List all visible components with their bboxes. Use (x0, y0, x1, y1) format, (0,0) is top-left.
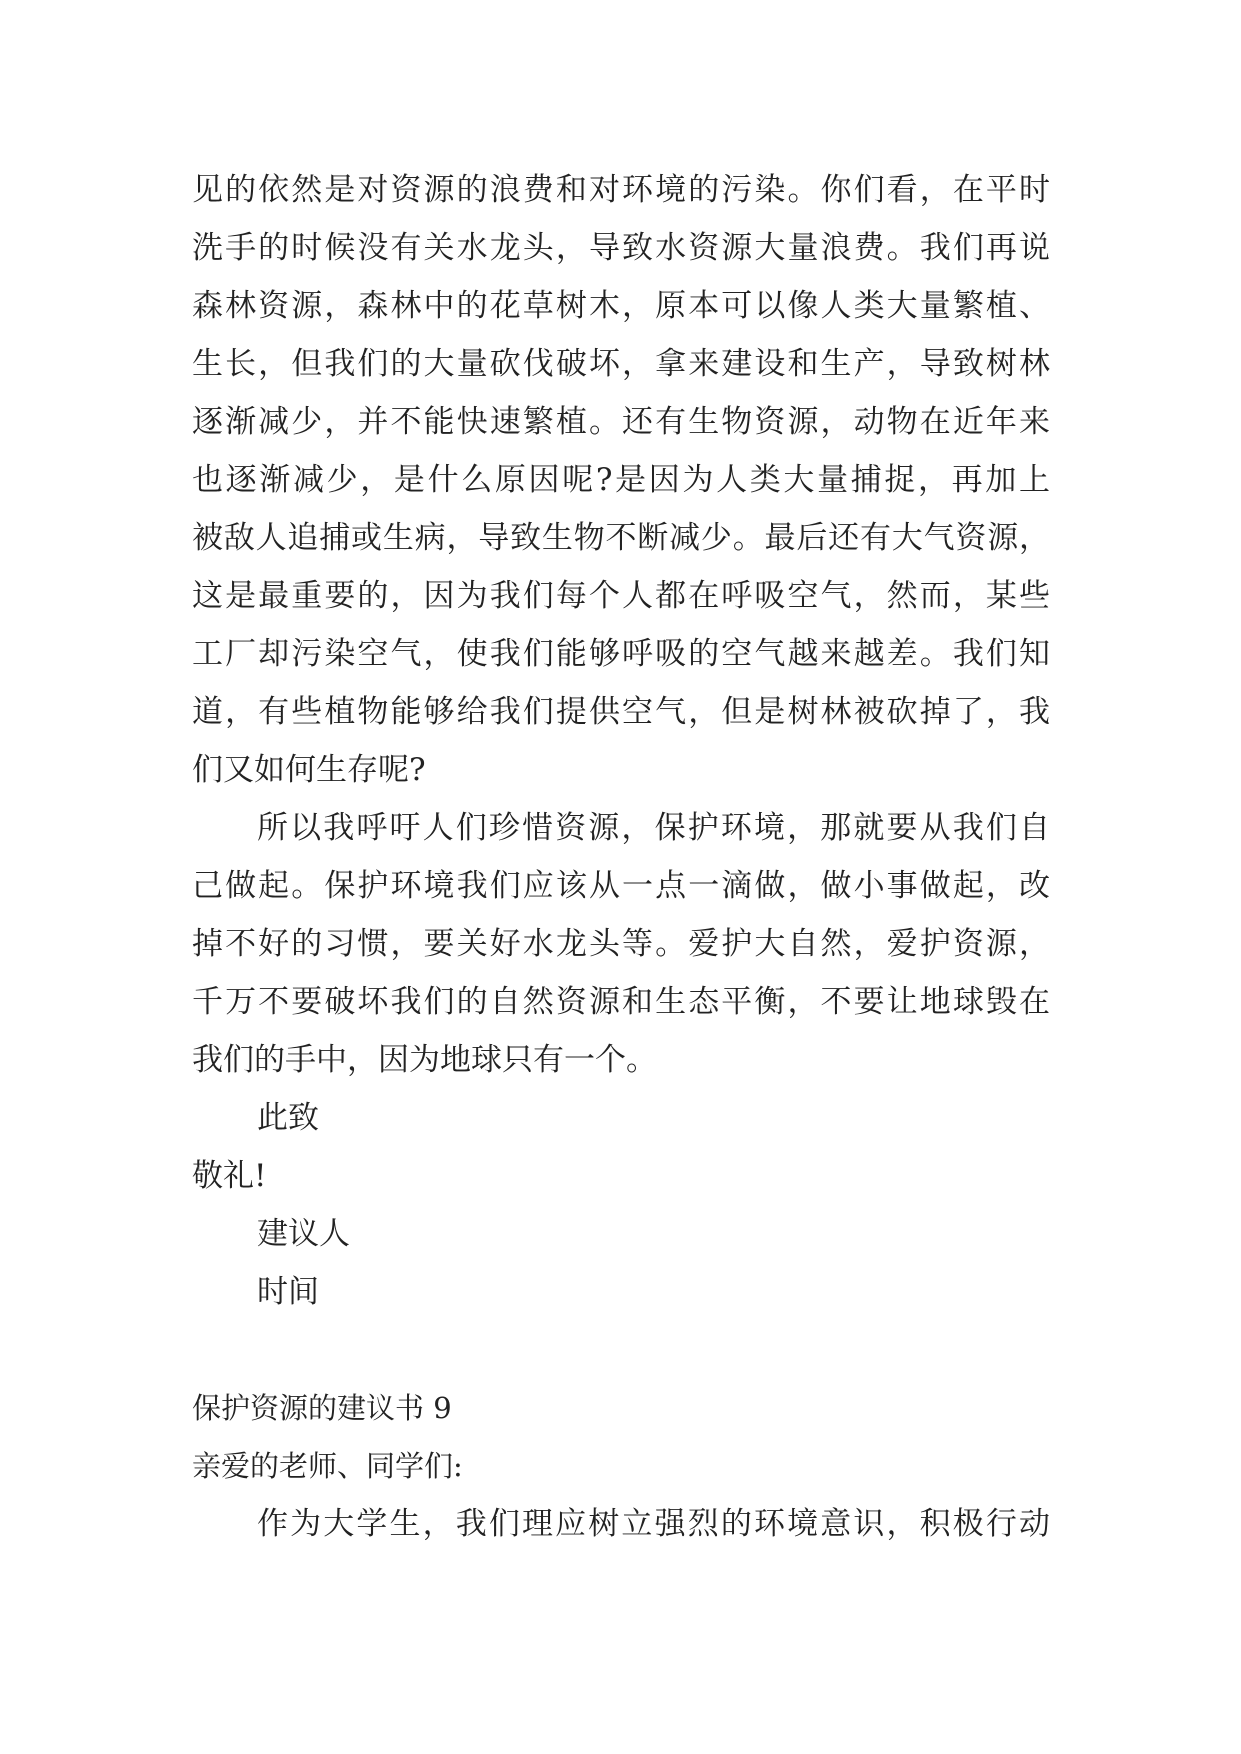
signature-date: 时间 (257, 1274, 319, 1310)
text-line: 千万不要破坏我们的自然资源和生态平衡，不要让地球毁在 (192, 984, 1050, 1020)
text-line: 这是最重要的，因为我们每个人都在呼吸空气，然而，某些 (192, 578, 1050, 614)
text-line: 们又如何生存呢? (192, 752, 426, 788)
text-line: 道，有些植物能够给我们提供空气，但是树林被砍掉了，我 (192, 694, 1050, 730)
signature-proposer: 建议人 (257, 1216, 350, 1252)
paragraph-first-line: 作为大学生，我们理应树立强烈的环境意识，积极行动 (257, 1506, 1050, 1542)
text-line: 见的依然是对资源的浪费和对环境的污染。你们看，在平时 (192, 172, 1050, 208)
text-line: 也逐渐减少，是什么原因呢?是因为人类大量捕捉，再加上 (192, 462, 1050, 498)
closing-salutation: 此致 (257, 1100, 319, 1136)
paragraph-first-line: 所以我呼吁人们珍惜资源，保护环境，那就要从我们自 (257, 810, 1050, 846)
section-title: 保护资源的建议书 9 (192, 1391, 452, 1425)
text-line: 掉不好的习惯，要关好水龙头等。爱护大自然，爱护资源， (192, 926, 1050, 962)
text-line: 洗手的时候没有关水龙头，导致水资源大量浪费。我们再说 (192, 230, 1050, 266)
greeting: 亲爱的老师、同学们: (192, 1449, 463, 1483)
text-line: 我们的手中，因为地球只有一个。 (192, 1042, 657, 1078)
text-line: 己做起。保护环境我们应该从一点一滴做，做小事做起，改 (192, 868, 1050, 904)
text-line: 被敌人追捕或生病，导致生物不断减少。最后还有大气资源， (192, 520, 1050, 556)
text-line: 生长，但我们的大量砍伐破坏，拿来建设和生产，导致树林 (192, 346, 1050, 382)
closing-regards: 敬礼! (192, 1158, 267, 1194)
text-line: 逐渐减少，并不能快速繁植。还有生物资源，动物在近年来 (192, 404, 1050, 440)
text-line: 工厂却污染空气，使我们能够呼吸的空气越来越差。我们知 (192, 636, 1050, 672)
text-line: 森林资源，森林中的花草树木，原本可以像人类大量繁植、 (192, 288, 1050, 324)
